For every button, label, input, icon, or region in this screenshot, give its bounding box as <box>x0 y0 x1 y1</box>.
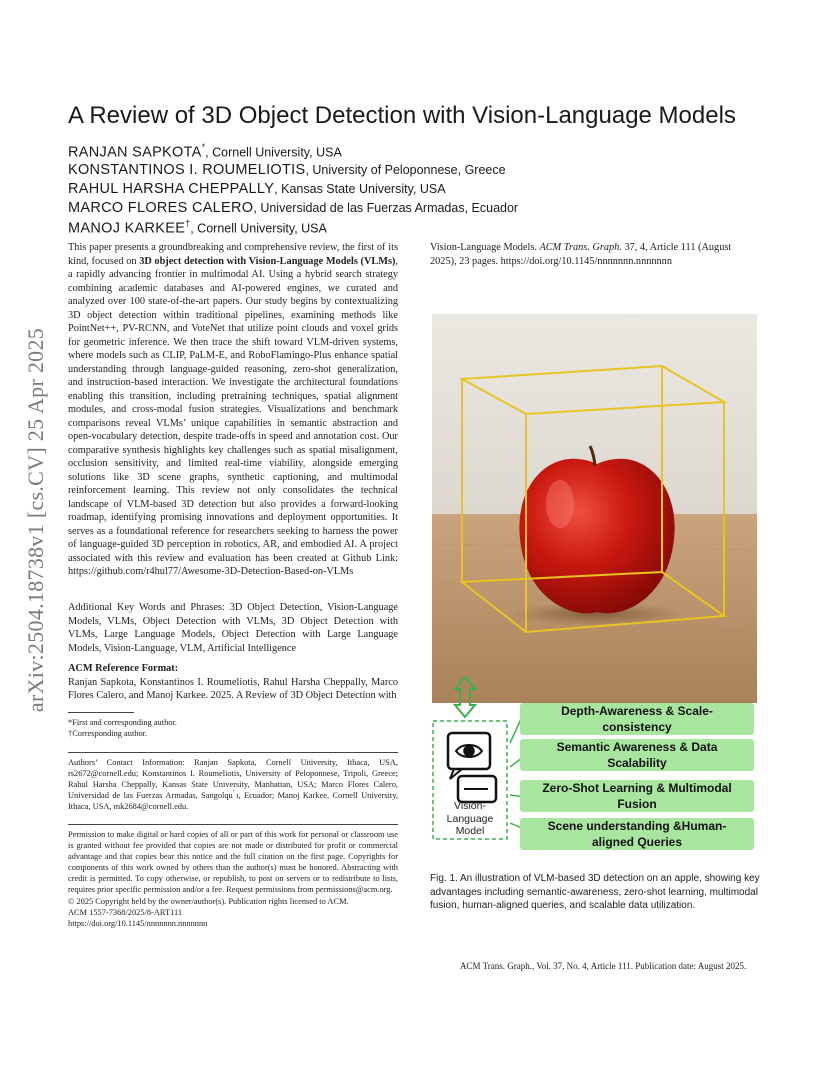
advantage-text: Scene understanding &Human- <box>547 819 727 833</box>
abstract-intro: This paper presents a groundbreaking and comprehensive review, the first of its kind, focused on <box>68 242 398 267</box>
footnote-first-author: *First and corresponding author. <box>68 718 177 727</box>
model-label-line2: Model <box>455 825 485 837</box>
abstract <box>68 241 398 579</box>
arxiv-stamp <box>20 285 52 755</box>
abstract-body: , a rapidly advancing frontier in multimodal AI. Using a hybrid search strategy combining academic databases and AI-powered engines, we curated and analyzed over 100 state-of-the-art papers. Our study begins by contextualizing 3D object detection within traditional pipelines, examining methods like PointNet++, PV-RCNN, and VoteNet that utilize point clouds and voxel grids for geometric inference. We then trace the shift toward VLM-driven systems, where models such as CLIP, PaLM-E, and RoboFlamingo-Plus enhance spatial understanding through language-guided reasoning, zero-shot generalization, and instruction-based interaction. We investigate the architectural foundations enabling this transition, including pretraining techniques, spatial alignment modules, and cross-modal fusion strategies. Visualizations and benchmark comparisons reveal VLMs’ unique capabilities in semantic abstraction and open-vocabulary detection, despite trade-offs in speed and annotation cost. Our comparative synthesis highlights key challenges such as spatial misalignment, occlusion sensitivity, and limited real-time viability, alongside emerging solutions like 3D scene graphs, synthetic captioning, and multimodal reinforcement learning. This review not only consolidates the technical landscape of VLM-based 3D detection but also provides a forward-looking roadmap, identifying promising innovations and deployment opportunities. It serves as a foundational reference for researchers seeking to harness the power of language-guided 3D perception in robotics, AR, and embodied AI. A project associated with this review and evaluation has been created at Github Link: https://github.com/r4hul77/Awesome-3D-Detection-Based-on-VLMs <box>68 255 398 577</box>
keywords: Additional Key Words and Phrases: 3D Object Detection, Vision-Language Models, VLMs, Object Detection with VLMs, 3D Object Detection with VLMs, Large Language Models, Object Detection with Large Language Models, Vision-Language, VLM, Artificial Intelligence <box>68 602 398 654</box>
page-footer: ACM Trans. Graph., Vol. 37, No. 4, Article 111. Publication date: August 2025. <box>460 961 747 971</box>
author-name: MANOJ KARKEE <box>68 220 186 237</box>
author-name: MARCO FLORES CALERO <box>68 200 254 216</box>
advantage-box-zeroshot <box>520 780 754 812</box>
abstract-bold: 3D object detection with Vision-Language Models (VLMs) <box>139 255 396 267</box>
copyright-text: © 2025 Copyright held by the owner/author(s). Publication rights licensed to ACM. <box>68 896 349 906</box>
author-4 <box>68 199 518 217</box>
footnotes <box>68 717 398 739</box>
acm-reference-journal: ACM Trans. Graph. <box>539 242 622 253</box>
acm-reference-continued <box>430 241 760 268</box>
advantage-text: Scalability <box>607 755 667 770</box>
author-affiliation: , Kansas State University, USA <box>274 182 446 196</box>
doi-text: https://doi.org/10.1145/nnnnnnn.nnnnnnn <box>68 918 208 928</box>
vlm-diagram <box>430 675 760 849</box>
permission-block <box>68 829 398 929</box>
author-name: KONSTANTINOS I. ROUMELIOTIS <box>68 162 306 178</box>
apple-photo <box>432 314 757 703</box>
model-label <box>431 800 509 838</box>
contact-rule <box>68 752 398 753</box>
author-2 <box>68 161 506 179</box>
author-name: RANJAN SAPKOTA <box>68 144 202 161</box>
author-mark: † <box>185 218 191 228</box>
advantage-text: Fusion <box>617 796 657 811</box>
footnote-rule <box>68 712 134 713</box>
advantage-text: consistency <box>602 719 672 734</box>
arxiv-stamp-text: arXiv:2504.18738v1 [cs.CV] 25 Apr 2025 <box>23 327 48 713</box>
author-name: RAHUL HARSHA CHEPPALLY <box>68 181 275 197</box>
advantage-box-semantic <box>520 739 754 771</box>
model-label-line1: Vision-Language <box>446 800 494 825</box>
figure-caption: Fig. 1. An illustration of VLM-based 3D detection on an apple, showing key advantages including semantic-awareness, zero-shot learning, multimodal fusion, human-aligned queries, and scalable data utilization. <box>430 873 760 911</box>
contact-info: Authors’ Contact Information: Ranjan Sapkota, Cornell University, Ithaca, USA, rs2672@cornell.edu; Konstantinos I. Roumeliotis, University of Peloponnese, Tripoli, Greece; Rahul Harsha Cheppally, Kansas State University, Manhattan, USA; Marco Flores Calero, Universidad de las Fuerzas Armadas, Sangolqu ́ı, Ecuador; Manoj Karkee, Cornell University, Ithaca, USA, mk2684@cornell.edu. <box>68 758 398 812</box>
advantage-box-scene <box>520 818 754 850</box>
acm-reference-rest: 37, 4, Article 111 (August 2025), 23 pages. https://doi.org/10.1145/nnnnnnn.nnnnnnn <box>430 242 732 267</box>
author-3 <box>68 180 446 198</box>
paper-title: A Review of 3D Object Detection with Vision-Language Models <box>68 102 736 129</box>
acm-reference-heading: ACM Reference Format: <box>68 663 179 674</box>
advantage-text: Semantic Awareness & Data <box>556 740 718 754</box>
author-5 <box>68 218 327 237</box>
permission-rule <box>68 824 398 825</box>
footnote-corresponding: †Corresponding author. <box>68 729 148 739</box>
author-affiliation: , Cornell University, USA <box>205 145 342 160</box>
advantage-text: Zero-Shot Learning & Multimodal <box>542 781 732 795</box>
author-mark: * <box>201 142 206 152</box>
acm-reference <box>68 662 398 703</box>
author-affiliation: , Cornell University, USA <box>190 221 327 236</box>
chat-bubble-icon <box>458 776 496 802</box>
issn-text: ACM 1557-7368/2025/8-ART111 <box>68 907 183 917</box>
acm-reference-cont: Vision-Language Models. <box>430 242 540 253</box>
double-arrow-icon <box>455 677 475 717</box>
permission-text: Permission to make digital or hard copies of all or part of this work for personal or classroom use is granted without fee provided that copies are not made or distributed for profit or commercial advantage and that copies bear this notice and the full citation on the first page. Copyrights for components of this work owned by others than the author(s) must be honored. Abstracting with credit is permitted. To copy otherwise, or republish, to post on servers or to redistribute to lists, requires prior specific permission and/or a fee. Request permissions from permissions@acm.org. <box>68 830 398 895</box>
advantage-box-depth <box>520 703 754 735</box>
advantage-text: Depth-Awareness & Scale- <box>561 704 713 718</box>
acm-reference-text: Ranjan Sapkota, Konstantinos I. Roumeliotis, Rahul Harsha Cheppally, Marco Flores Calero, and Manoj Karkee. 2025. A Review of 3D Object Detection with <box>68 676 398 701</box>
author-affiliation: , Universidad de las Fuerzas Armadas, Ecuador <box>253 201 519 215</box>
vision-eye-icon <box>448 733 490 779</box>
author-affiliation: , University of Peloponnese, Greece <box>305 163 506 177</box>
advantage-text: aligned Queries <box>591 834 683 849</box>
author-1 <box>68 142 342 161</box>
